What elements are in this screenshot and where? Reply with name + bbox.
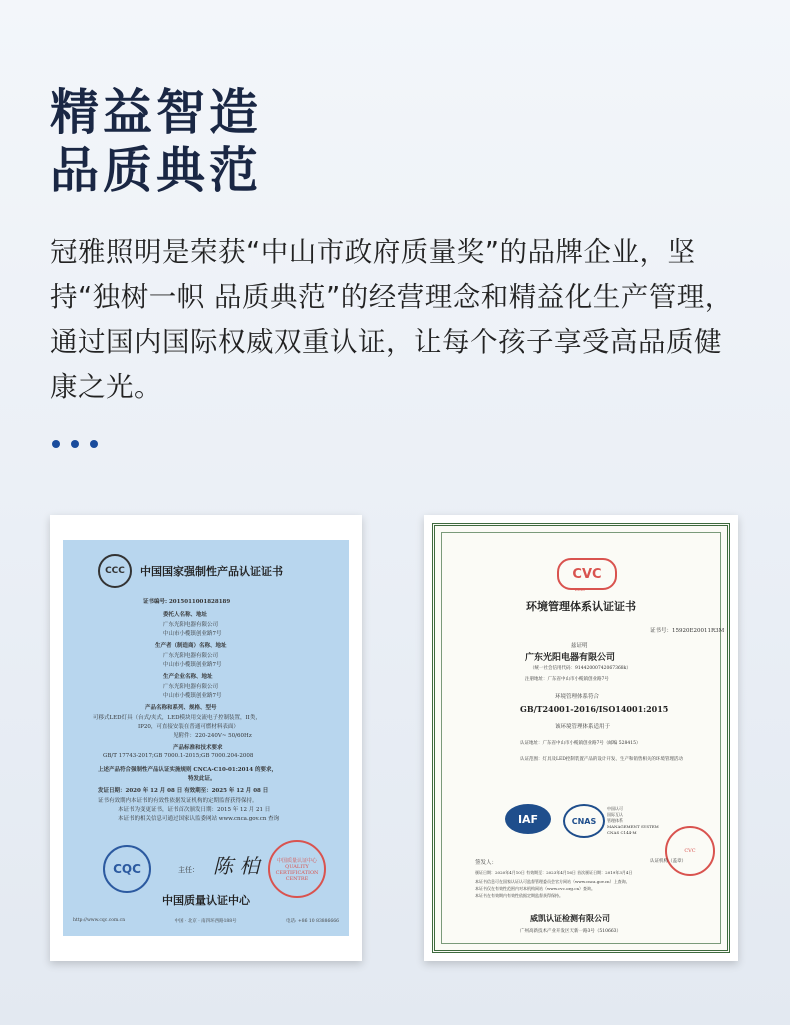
- iaf-logo-icon: IAF: [505, 804, 551, 834]
- ccc-applicant-label: 委托人名称、地址: [163, 612, 208, 618]
- ems-issuer: 威凯认证检测有限公司: [530, 913, 610, 923]
- ems-certify-label: 兹证明: [571, 643, 588, 649]
- ems-title: 环境管理体系认证证书: [526, 600, 636, 613]
- cvc-logo-sub: EMS: [575, 587, 585, 592]
- ccc-footer-phone: 电话: +86 10 83886666: [286, 919, 339, 924]
- ccc-header: [98, 554, 283, 588]
- ccc-product-desc-1: 可移式LED灯具（台式/夹式，LED模块用交流电子控制装置，II类，: [93, 715, 261, 721]
- ccc-dates: 发证日期：2020 年 12 月 08 日 有效期至：2025 年 12 月 08 日: [98, 788, 269, 794]
- ems-certificate: [432, 523, 730, 953]
- ccc-certificate-frame: [50, 515, 362, 961]
- ccc-title: 中国国家强制性产品认证证书: [140, 565, 283, 578]
- ccc-issuer: 中国质量认证中心: [162, 894, 250, 907]
- ccc-note-2: 本证书为变更证书，证书首次颁发日期：2015 年 12 月 21 日: [118, 807, 271, 813]
- ems-certificate-frame: [424, 515, 738, 961]
- cnas-logo-icon: CNAS: [563, 804, 605, 838]
- ccc-maker-name: 广东光阳电器有限公司: [163, 653, 219, 659]
- ccc-product-desc-3: 见附件：220-240V~ 50/60Hz: [173, 733, 252, 739]
- ccc-signer-label: 主任：: [178, 866, 199, 874]
- ccc-product-label: 产品名称和系列、规格、型号: [145, 705, 217, 711]
- ems-signer-label: 签发人：: [475, 860, 498, 866]
- ems-standard: GB/T24001-2016/ISO14001:2015: [520, 704, 669, 714]
- ccc-standard-label: 产品标准和技术要求: [173, 745, 223, 751]
- ccc-cert-no: 证书编号: 2015011001828189: [143, 599, 231, 605]
- ccc-signature: 陈 柏: [213, 854, 260, 878]
- ems-note-3: 本证书在有效期内有效性依据定期监督获得保持。: [475, 893, 563, 898]
- page-heading: [50, 84, 262, 200]
- ccc-product-desc-2: IP20，可直接安装在普通可燃材料表面）: [138, 724, 239, 730]
- ems-cert-no: 证书号：15920E20011R3M: [650, 628, 725, 634]
- dot: [71, 440, 79, 448]
- ccc-factory-addr: 中山市小榄镇创业路7号: [163, 693, 222, 699]
- ems-system-label: 环境管理体系符合: [555, 694, 600, 700]
- ccc-footer-address: 中国 · 北京 · 南四环西路188号: [174, 919, 237, 924]
- ems-dates: 颁证日期：2020年4月10日 有效期至：2023年4月16日 首次颁证日期：2019年3月4日: [475, 870, 633, 875]
- ems-scope: 认证范围：灯具及LED控制装置产品的设计开发、生产和销售相关的环境管理活动: [520, 757, 683, 762]
- ems-site: 认证地址：广东省中山市小榄镇创业路7号（邮编 528415）: [520, 741, 641, 746]
- cqc-logo-icon: CQC: [103, 845, 151, 893]
- cvc-logo-icon: CVC: [557, 558, 617, 590]
- ems-issuer-address: 广州高新技术产业开发区天新一路3号（510663）: [520, 929, 622, 934]
- ccc-factory-name: 广东光阳电器有限公司: [163, 684, 219, 690]
- brand-description: 冠雅照明是荣获“中山市政府质量奖”的品牌企业，坚持“独树一帜 品质典范”的经营理念和精益化生产管理，通过国内国际权威双重认证，让每个孩子享受高品质健康之光。: [50, 236, 733, 403]
- ccc-factory-label: 生产企业名称、地址: [163, 674, 213, 680]
- dot: [52, 440, 60, 448]
- cqc-seal-icon: 中国质量认证中心 QUALITY CERTIFICATION CENTRE: [268, 840, 326, 898]
- cvc-seal-icon: CVC: [665, 826, 715, 876]
- ccc-footer-website: http://www.cqc.com.cn: [73, 918, 126, 923]
- ccc-applicant-name: 广东光阳电器有限公司: [163, 622, 219, 628]
- cnas-text-5: CNAS C144-M: [607, 830, 637, 835]
- ccc-standard: GB/T 17743-2017;GB 7000.1-2015;GB 7000.204-2008: [103, 753, 254, 759]
- ccc-rule-1: 上述产品符合强制性产品认证实施规则 CNCA-C10-01:2014 的要求，: [98, 767, 277, 773]
- ccc-logo-icon: CCC: [98, 554, 132, 588]
- ems-note-1: 本证书信息可在国家认证认可监督管理委员会官方网站（www.cnca.gov.cn）上查询。: [475, 879, 630, 884]
- ccc-certificate: [63, 540, 349, 936]
- ems-credit-code: （统一社会信用代码：91442000742067368k）: [530, 666, 631, 671]
- ccc-footer: [73, 918, 339, 924]
- ccc-maker-addr: 中山市小榄镇创业路7号: [163, 662, 222, 668]
- cnas-text-1: 中国认可: [607, 806, 623, 811]
- ccc-applicant-addr: 中山市小榄镇创业路7号: [163, 631, 222, 637]
- dot: [90, 440, 98, 448]
- ccc-maker-label: 生产者（制造商）名称、地址: [155, 643, 227, 649]
- cnas-text-2: 国际互认: [607, 812, 623, 817]
- ems-note-2: 本证书仅在有效性范围内对本机构网站（www.cvc.org.cn）查询。: [475, 886, 596, 891]
- ems-scope-label: 该环境管理体系适用于: [555, 724, 611, 730]
- ccc-note-3: 本证书的相关信息可通过国家认监委网站 www.cnca.gov.cn 查询: [118, 816, 280, 822]
- ccc-note-1: 证书有效期内本证书的有效性依据发证机构的定期监督获得保持。: [98, 798, 258, 804]
- cnas-text-3: 管理体系: [607, 818, 623, 823]
- heading-line-2: 品质典范: [50, 142, 263, 199]
- decorative-dots: [52, 440, 98, 448]
- cnas-text-4: MANAGEMENT SYSTEM: [607, 824, 659, 829]
- ems-company: 广东光阳电器有限公司: [525, 653, 616, 663]
- ccc-rule-2: 特发此证。: [188, 776, 216, 782]
- ems-seal-label: 认证机构（盖章）: [650, 859, 686, 864]
- heading-line-1: 精益智造: [50, 84, 263, 141]
- ems-address: 注册地址：广东省中山市小榄镇创业路7号: [525, 677, 609, 682]
